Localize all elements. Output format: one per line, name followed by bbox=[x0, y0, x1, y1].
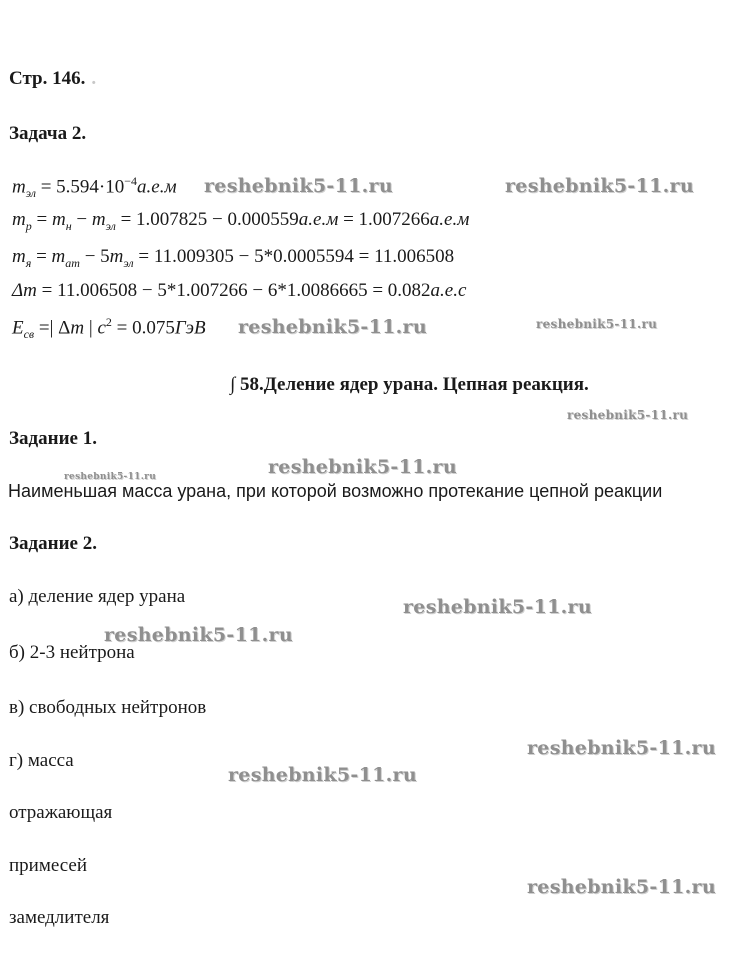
answer-item: г) масса bbox=[9, 750, 74, 771]
watermark: reshebnik5-11.ru bbox=[238, 316, 427, 338]
watermark: reshebnik5-11.ru bbox=[527, 876, 716, 898]
answer-item: замедлителя bbox=[9, 907, 110, 928]
assignment-1-heading: Задание 1. bbox=[9, 428, 97, 449]
page-reference: Стр. 146. . bbox=[9, 68, 97, 89]
watermark: reshebnik5-11.ru bbox=[204, 175, 393, 197]
watermark: reshebnik5-11.ru bbox=[104, 624, 293, 646]
answer-item: отражающая bbox=[9, 802, 113, 823]
watermark: reshebnik5-11.ru bbox=[527, 737, 716, 759]
watermark: reshebnik5-11.ru bbox=[505, 175, 694, 197]
formula-nucleus-mass: $m_я = m_{ат} - 5m_{эл} = 11.009305 - 5*0.0005594 = 11.006508$ bbox=[12, 246, 455, 270]
watermark: reshebnik5-11.ru bbox=[64, 472, 157, 482]
watermark: reshebnik5-11.ru bbox=[228, 764, 417, 786]
answer-item: а) деление ядер урана bbox=[9, 586, 186, 607]
watermark: reshebnik5-11.ru bbox=[567, 408, 689, 422]
stray-dot: . bbox=[91, 68, 97, 89]
task-heading: Задача 2. bbox=[9, 123, 87, 144]
assignment-2-heading: Задание 2. bbox=[9, 533, 97, 554]
watermark: reshebnik5-11.ru bbox=[403, 596, 592, 618]
formula-electron-mass: $m_{эл} = 5.594\cdot 10^{-4}а.е.м$ bbox=[12, 174, 177, 201]
watermark: reshebnik5-11.ru bbox=[268, 456, 457, 478]
formula-mass-defect: Δm = 11.006508 − 5*1.007266 − 6*1.0086665 = 0.082а.е.с bbox=[12, 280, 467, 301]
assignment-1-answer: Наименьшая масса урана, при которой возможно протекание цепной реакции bbox=[8, 481, 663, 501]
watermark: reshebnik5-11.ru bbox=[536, 317, 658, 331]
formula-binding-energy: $E_{св}$ =| Δm | $c^2 = 0.075ГэВ$ bbox=[12, 315, 206, 342]
answer-item: в) свободных нейтронов bbox=[9, 697, 207, 718]
answer-item: примесей bbox=[9, 855, 88, 876]
formula-proton-mass: $m_p = m_н - m_{эл} = 1.007825 - 0.000559а.е.м = 1.007266а.е.м$ bbox=[12, 209, 470, 233]
section-title: ∫ 58.Деление ядер урана. Цепная реакция. bbox=[230, 374, 589, 395]
answer-item: б) 2-3 нейтрона bbox=[9, 642, 135, 663]
